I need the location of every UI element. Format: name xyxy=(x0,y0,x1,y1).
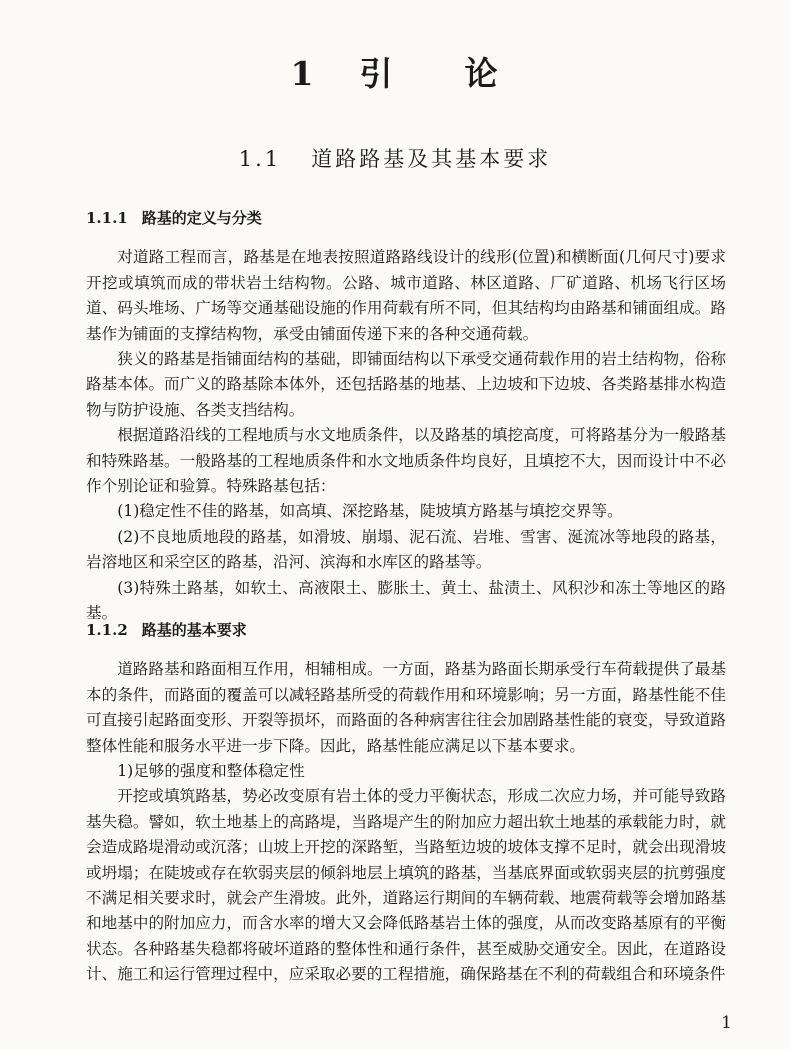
chapter-number: 1 xyxy=(290,54,316,93)
subsection-heading xyxy=(86,206,726,231)
list-item: (1)稳定性不佳的路基，如高填、深挖路基，陡坡填方路基与填挖交界等。 xyxy=(117,502,623,521)
subsection-number: 1.1.1 xyxy=(86,209,128,227)
paragraph: 道路路基和路面相互作用，相辅相成。一方面，路基为路面长期承受行车荷载提供了最基本的条件，而路面的覆盖可以减轻路基所受的荷载作用和环境影响；另一方面，路基性能不佳可直接引起路面变形、开裂等损坏，而路面的各种病害往往会加剧路基性能的衰变，导致道路整体性能和服务水平进一步下降。因此，路基性能应满足以下基本要求。 xyxy=(86,660,726,755)
list-heading: 1)足够的强度和整体稳定性 xyxy=(117,762,305,781)
section-number: 1.1 xyxy=(238,147,282,171)
subsection-1-1-1 xyxy=(86,206,726,627)
list-item: (2)不良地质地段的路基，如滑坡、崩塌、泥石流、岩堆、雪害、涎流冰等地段的路基，岩溶地区和采空区的路基，沿河、滨海和水库区的路基等。 xyxy=(86,527,726,572)
paragraph: 狭义的路基是指铺面结构的基础，即铺面结构以下承受交通荷载作用的岩土结构物，俗称路基本体。而广义的路基除本体外，还包括路基的地基、上边坡和下边坡、各类路基排水构造物与防护设施、各类支挡结构。 xyxy=(86,350,726,419)
chapter-heading xyxy=(0,48,790,95)
section-heading xyxy=(0,143,790,173)
page-number: 1 xyxy=(721,1013,732,1033)
chapter-title: 引 论 xyxy=(359,54,500,93)
paragraph: 对道路工程而言，路基是在地表按照道路路线设计的线形(位置)和横断面(几何尺寸)要求开挖或填筑而成的带状岩土结构物。公路、城市道路、林区道路、厂矿道路、机场飞行区场道、码头堆场、广场等交通基础设施的作用荷载有所不同，但其结构均由路基和铺面组成。路基作为铺面的支撑结构物，承受由铺面传递下来的各种交通荷载。 xyxy=(86,248,726,343)
paragraph: 开挖或填筑路基，势必改变原有岩土体的受力平衡状态，形成二次应力场，并可能导致路基失稳。譬如，软土地基上的高路堤，当路堤产生的附加应力超出软土地基的承载能力时，就会造成路堤滑动或沉落；山坡上开挖的深路堑，当路堑边坡的坡体支撑不足时，就会出现滑坡或坍塌；在陡坡或存在软弱夹层的倾斜地层上填筑的路基，当基底界面或软弱夹层的抗剪强度不满足相关要求时，就会产生滑坡。此外，道路运行期间的车辆荷载、地震荷载等会增加路基和地基中的附加应力，而含水率的增大又会降低路基岩土体的强度，从而改变路基原有的平衡状态。各种路基失稳都将破坏道路的整体性和通行条件，甚至威胁交通安全。因此，在道路设计、施工和运行管理过程中，应采取必要的工程措施，确保路基在不利的荷载组合和环境条件 xyxy=(86,787,726,984)
subsection-title: 路基的定义与分类 xyxy=(141,209,262,227)
subsection-title: 路基的基本要求 xyxy=(141,621,247,639)
subsection-number: 1.1.2 xyxy=(86,621,128,639)
subsection-1-1-2 xyxy=(86,618,726,988)
subsection-heading xyxy=(86,618,726,643)
paragraph: 根据道路沿线的工程地质与水文地质条件，以及路基的填挖高度，可将路基分为一般路基和特殊路基。一般路基的工程地质条件和水文地质条件均良好，且填挖不大，因而设计中不必作个别论证和验算。特殊路基包括： xyxy=(86,426,726,496)
section-title: 道路路基及其基本要求 xyxy=(311,147,552,171)
list-item: (3)特殊土路基，如软土、高液限土、膨胀土、黄土、盐渍土、风积沙和冻土等地区的路基。 xyxy=(86,578,726,623)
